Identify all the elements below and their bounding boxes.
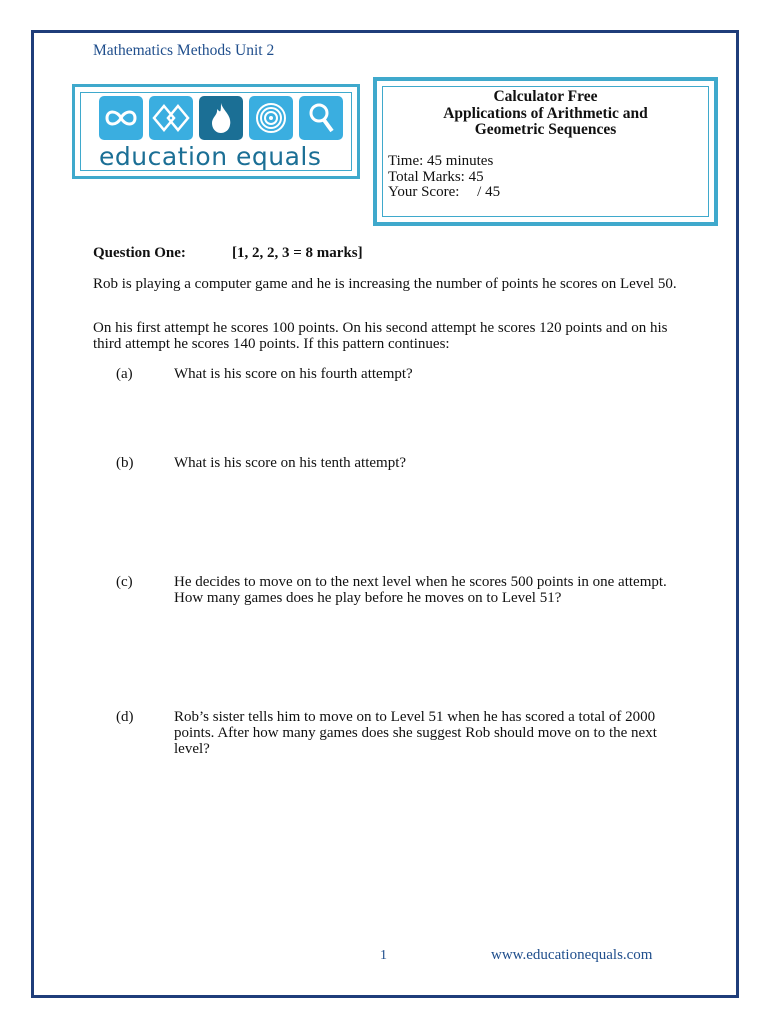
part-c-text: He decides to move on to the next level when he scores 500 points in one attempt. How many games does he play before he moves on to Level 51? xyxy=(174,574,667,606)
infinity-icon xyxy=(99,96,143,140)
part-c-label: (c) xyxy=(116,574,133,590)
question-intro-2: On his first attempt he scores 100 points. On his second attempt he scores 120 points and on his third attempt he scores 140 points. If this pattern continues: xyxy=(93,320,668,352)
spiral-icon xyxy=(249,96,293,140)
question-heading-row xyxy=(93,245,363,262)
question-marks: [1, 2, 2, 3 = 8 marks] xyxy=(232,245,363,261)
time-text: Time: 45 minutes xyxy=(388,153,494,169)
part-d-label: (d) xyxy=(116,709,134,725)
info-title xyxy=(373,89,718,139)
part-d-text: Rob’s sister tells him to move on to Level 51 when he has scored a total of 2000 points. After how many games does she suggest Rob should move on to the next level? xyxy=(174,709,657,757)
flame-icon xyxy=(199,96,243,140)
page-number: 1 xyxy=(380,948,387,963)
score-value: / 45 xyxy=(477,184,501,200)
info-title-line3: Geometric Sequences xyxy=(474,121,617,138)
score-row xyxy=(388,185,500,201)
question-intro-1: Rob is playing a computer game and he is increasing the number of points he scores on Level 50. xyxy=(93,276,677,292)
diamond-icon xyxy=(149,96,193,140)
question-heading: Question One: xyxy=(93,245,186,261)
header-title: Mathematics Methods Unit 2 xyxy=(93,42,275,59)
part-a-text: What is his score on his fourth attempt? xyxy=(174,366,413,382)
part-b-label: (b) xyxy=(116,455,134,471)
logo-text: education equals xyxy=(99,142,322,171)
magnifier-icon xyxy=(299,96,343,140)
total-marks-text: Total Marks: 45 xyxy=(388,168,484,185)
part-a-label: (a) xyxy=(116,366,133,382)
logo-icons xyxy=(99,96,343,140)
page-border-shadow-bottom xyxy=(35,995,739,998)
page-border-shadow-right xyxy=(736,34,739,997)
info-title-line2: Applications of Arithmetic and xyxy=(443,104,648,122)
website-link[interactable]: www.educationequals.com xyxy=(491,947,653,963)
info-meta xyxy=(388,154,500,201)
part-b-text: What is his score on his tenth attempt? xyxy=(174,455,407,471)
info-title-line1: Calculator Free xyxy=(493,88,598,105)
score-label: Your Score: xyxy=(388,184,460,200)
